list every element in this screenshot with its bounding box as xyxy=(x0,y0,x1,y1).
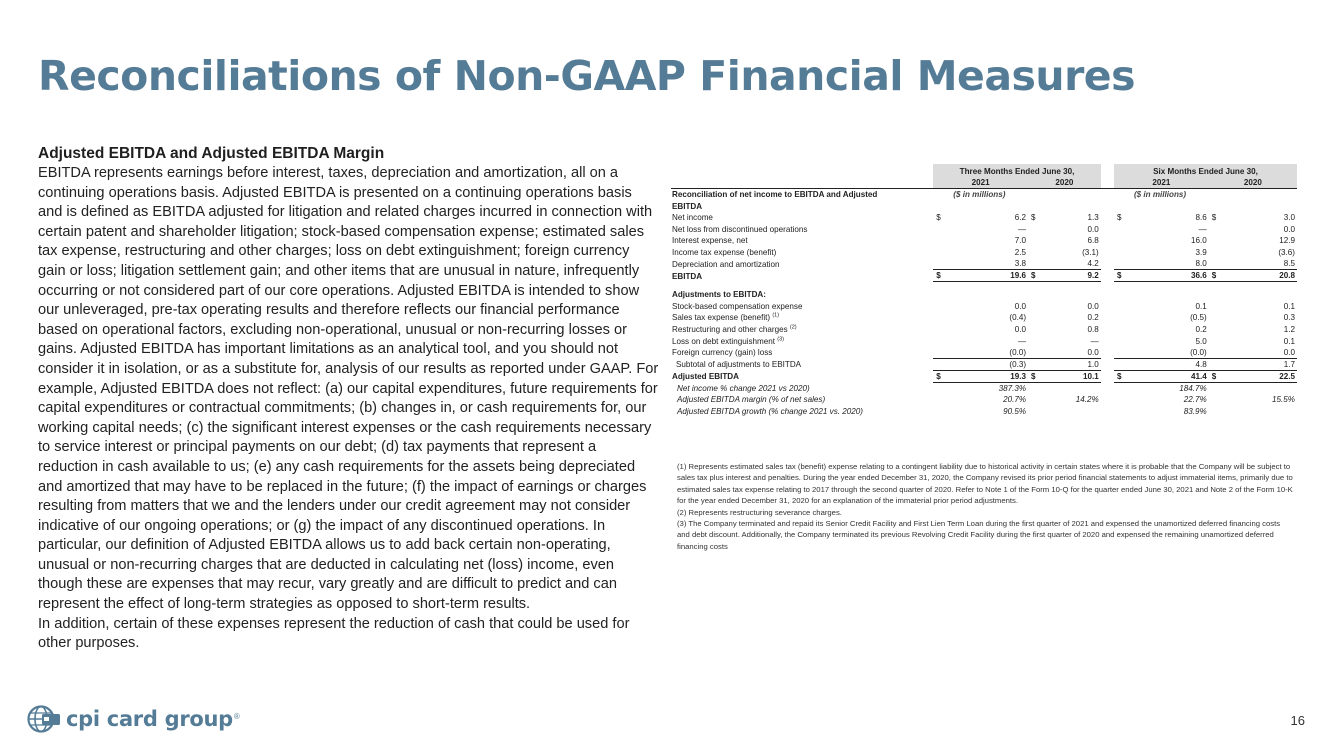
table-row xyxy=(671,235,1297,247)
adjusted-ebitda-row xyxy=(671,370,1297,382)
row-label: Loss on debt extinguishment $^{(3)}$ xyxy=(672,335,785,346)
gap-cell xyxy=(1101,370,1114,382)
empty-cell xyxy=(1224,200,1297,212)
value-cell: 4.2 xyxy=(1087,259,1099,269)
value-cell: 6.8 xyxy=(1087,236,1099,246)
row-label: Interest expense, net xyxy=(672,236,748,246)
section-reconciliation-header-2 xyxy=(671,200,1297,212)
footnote-1: (1) Represents estimated sales tax (benefit) expense relating to a contingent liability due to historical activity in certain states where it is probable that the Company will be subject to sales tax plus interest and penalties. During the year ended December 31, 2020, the Company revised its prior period financial statements to adjust immaterial items, primarily due to estimated sales tax expense relating to 2017 through the second quarter of 2020. Refer to Note 1 of the Form 10-Q for the quarter ended June 30, 2021 and Note 2 of the Form 10-K for the year ended December 31, 2020 for an explanation of the immaterial prior period adjustments. xyxy=(677,462,1293,506)
table-row xyxy=(671,300,1297,312)
header-gap xyxy=(1101,177,1114,189)
empty-cell xyxy=(933,289,948,301)
dollar-sign xyxy=(1114,223,1129,235)
empty-cell xyxy=(949,282,1028,289)
value-cell: 0.0 xyxy=(1283,347,1295,357)
dollar-sign xyxy=(1028,382,1043,394)
gap-cell xyxy=(1101,394,1114,406)
row-label: Adjusted EBITDA margin (% of net sales) xyxy=(677,395,826,405)
value-cell: 22.7% xyxy=(1183,395,1207,405)
subtotal-row xyxy=(671,358,1297,370)
dollar-sign xyxy=(1114,323,1129,335)
dollar-sign xyxy=(933,300,948,312)
logo-registered-mark: ® xyxy=(233,711,240,721)
dollar-sign: $ xyxy=(1031,213,1036,223)
dollar-sign: $ xyxy=(1114,370,1129,382)
section-heading: Adjusted EBITDA and Adjusted EBITDA Margin xyxy=(38,145,385,162)
description-paragraph-2: In addition, certain of these expenses represent the reduction of cash that could be used for other purposes. xyxy=(38,615,630,652)
section-label: Adjustments to EBITDA: xyxy=(672,290,766,300)
ebitda-row xyxy=(671,270,1297,282)
gap-cell xyxy=(1101,300,1114,312)
dollar-sign xyxy=(933,347,948,359)
dollar-sign xyxy=(1209,246,1224,258)
dollar-sign xyxy=(933,394,948,406)
dollar-sign xyxy=(1114,300,1129,312)
value-cell: 3.8 xyxy=(1014,259,1027,269)
empty-cell xyxy=(1101,200,1114,212)
empty-cell xyxy=(933,282,948,289)
row-label: Income tax expense (benefit) xyxy=(672,248,777,258)
dollar-sign: $ xyxy=(933,270,948,282)
footnote-ref: (1) xyxy=(772,312,780,319)
empty-cell xyxy=(1129,200,1208,212)
table-row xyxy=(671,312,1297,324)
table-row xyxy=(671,212,1297,224)
empty-cell xyxy=(671,282,933,289)
footnote-2: (2) Represents restructuring severance charges. xyxy=(677,507,842,517)
value-cell: (3.6) xyxy=(1278,248,1295,258)
value-cell: 0.0 xyxy=(1087,224,1099,234)
value-cell xyxy=(1224,405,1297,417)
header-blank xyxy=(671,177,933,189)
empty-cell xyxy=(933,200,948,212)
dollar-sign xyxy=(1028,394,1043,406)
row-label: EBITDA xyxy=(672,271,703,281)
dollar-sign: $ xyxy=(1209,370,1224,382)
empty-cell xyxy=(1209,289,1224,301)
table-row xyxy=(671,335,1297,347)
metric-row xyxy=(671,394,1297,406)
gap-cell xyxy=(1101,347,1114,359)
value-cell: 0.0 xyxy=(1087,301,1099,311)
metric-row xyxy=(671,405,1297,417)
value-cell: 0.0 xyxy=(1087,347,1099,357)
gap-cell xyxy=(1101,246,1114,258)
dollar-sign xyxy=(1209,358,1224,370)
gap-cell xyxy=(1101,189,1114,201)
header-blank xyxy=(671,164,933,177)
dollar-sign: $ xyxy=(1028,370,1043,382)
description-section xyxy=(38,144,660,654)
value-cell: 36.6 xyxy=(1129,270,1208,282)
dollar-sign xyxy=(1028,335,1043,347)
dollar-sign xyxy=(1114,258,1129,270)
logo-text: cpi card group xyxy=(66,707,233,731)
value-cell: — xyxy=(1198,224,1207,234)
value-cell: 20.8 xyxy=(1224,270,1297,282)
empty-cell xyxy=(1209,200,1224,212)
metric-row xyxy=(671,382,1297,394)
dollar-sign xyxy=(933,235,948,247)
dollar-sign xyxy=(1114,335,1129,347)
value-cell: 0.1 xyxy=(1195,301,1207,311)
dollar-sign xyxy=(1028,358,1043,370)
value-cell: 4.8 xyxy=(1129,358,1208,370)
value-cell: 90.5% xyxy=(1003,407,1027,416)
value-cell: — xyxy=(1017,224,1027,234)
table-row xyxy=(671,347,1297,359)
empty-cell xyxy=(1224,282,1297,289)
gap-cell xyxy=(1101,323,1114,335)
row-label: Restructuring and other charges $^{(2)}$ xyxy=(672,324,797,335)
dollar-sign: $ xyxy=(1211,213,1217,223)
value-cell: 8.5 xyxy=(1283,259,1295,269)
dollar-sign: $ xyxy=(933,370,948,382)
dollar-sign xyxy=(1114,347,1129,359)
units-label: ($ in millions) xyxy=(953,190,1006,200)
empty-cell xyxy=(1028,200,1043,212)
gap-cell xyxy=(1101,382,1114,394)
header-three-months: Three Months Ended June 30, xyxy=(933,164,1100,177)
header-year: 2021 xyxy=(933,177,1028,189)
row-label: Net loss from discontinued operations xyxy=(672,224,808,234)
empty-cell xyxy=(1114,289,1129,301)
dollar-sign: $ xyxy=(1114,270,1129,282)
dollar-sign: $ xyxy=(1028,270,1043,282)
row-label: Net income xyxy=(672,213,713,223)
value-cell: 5.0 xyxy=(1195,336,1207,346)
section-reconciliation-header xyxy=(671,189,1297,201)
value-cell: (0.4) xyxy=(1009,313,1027,323)
page-title: Reconciliations of Non-GAAP Financial Measures xyxy=(38,52,1136,100)
dollar-sign: $ xyxy=(1209,270,1224,282)
dollar-sign xyxy=(1114,382,1129,394)
value-cell: 1.0 xyxy=(1043,358,1100,370)
value-cell: 0.8 xyxy=(1087,325,1099,335)
header-year: 2020 xyxy=(1028,177,1101,189)
table-row xyxy=(671,246,1297,258)
empty-cell xyxy=(1101,289,1114,301)
value-cell: 9.2 xyxy=(1043,270,1100,282)
dollar-sign xyxy=(1114,358,1129,370)
dollar-sign xyxy=(1209,382,1224,394)
empty-cell xyxy=(1129,289,1208,301)
empty-cell xyxy=(1114,282,1129,289)
value-cell: 1.2 xyxy=(1283,325,1295,335)
card-globe-icon xyxy=(27,705,61,733)
reconciliation-table-container xyxy=(671,164,1297,417)
row-label: Sales tax expense (benefit) $^{(1)}$ xyxy=(672,312,780,323)
dollar-sign xyxy=(1209,258,1224,270)
empty-cell xyxy=(1114,200,1129,212)
value-cell: (0.3) xyxy=(949,358,1028,370)
dollar-sign xyxy=(1028,223,1043,235)
row-label: Adjusted EBITDA growth (% change 2021 vs. 2020) xyxy=(677,407,863,416)
empty-cell xyxy=(1028,282,1043,289)
units-label: ($ in millions) xyxy=(1133,190,1187,200)
value-cell xyxy=(1224,382,1297,394)
dollar-sign xyxy=(933,312,948,324)
value-cell: 0.1 xyxy=(1283,336,1295,346)
row-label: Stock-based compensation expense xyxy=(672,301,803,311)
dollar-sign xyxy=(933,358,948,370)
gap-cell xyxy=(1101,405,1114,417)
value-cell: 1.3 xyxy=(1087,213,1099,223)
value-cell xyxy=(1043,382,1100,394)
reconciliation-table xyxy=(671,164,1297,417)
dollar-sign xyxy=(1209,405,1224,417)
dollar-sign xyxy=(1028,258,1043,270)
value-cell: 15.5% xyxy=(1272,395,1295,405)
value-cell: 12.9 xyxy=(1279,236,1295,246)
header-year: 2020 xyxy=(1209,177,1297,189)
value-cell: (0.0) xyxy=(1009,347,1027,357)
footnotes xyxy=(677,461,1294,552)
footnote-3: (3) The Company terminated and repaid its Senior Credit Facility and First Lien Term Loan during the first quarter of 2021 and expensed the unamortized deferred financing costs and debt discount. Additionally, the Company terminated its previous Revolving Credit Facility during the first quarter of 2020 and expensed the remaining unamortized deferred financing costs xyxy=(677,519,1281,551)
value-cell: 184.7% xyxy=(1179,383,1207,393)
empty-cell xyxy=(1101,282,1114,289)
gap-cell xyxy=(1101,212,1114,224)
empty-cell xyxy=(1043,289,1100,301)
dollar-sign: $ xyxy=(936,213,941,223)
dollar-sign xyxy=(1028,235,1043,247)
empty-cell xyxy=(1129,282,1208,289)
row-label: Foreign currency (gain) loss xyxy=(672,348,773,358)
empty-cell xyxy=(949,200,1028,212)
dollar-sign xyxy=(933,223,948,235)
gap-cell xyxy=(1101,270,1114,282)
empty-cell xyxy=(1028,289,1043,301)
value-cell: 0.0 xyxy=(1014,301,1027,311)
page-number: 16 xyxy=(1290,713,1305,728)
value-cell: 16.0 xyxy=(1190,236,1207,246)
value-cell: 0.1 xyxy=(1283,301,1295,311)
gap-cell xyxy=(1101,312,1114,324)
footnote-ref: (2) xyxy=(789,324,797,331)
value-cell: 0.3 xyxy=(1283,313,1295,323)
dollar-sign xyxy=(1209,223,1224,235)
dollar-sign xyxy=(1114,405,1129,417)
value-cell: 19.6 xyxy=(949,270,1028,282)
gap-cell xyxy=(1101,235,1114,247)
value-cell xyxy=(1043,405,1100,417)
gap-cell xyxy=(1101,335,1114,347)
value-cell: 20.7% xyxy=(1003,395,1027,405)
dollar-sign xyxy=(1114,235,1129,247)
table-header-years xyxy=(671,177,1297,189)
dollar-sign xyxy=(1114,246,1129,258)
gap-cell xyxy=(1101,358,1114,370)
gap-cell xyxy=(1101,258,1114,270)
empty-cell xyxy=(949,289,1028,301)
table-row xyxy=(671,223,1297,235)
value-cell: 0.2 xyxy=(1195,325,1207,335)
header-six-months: Six Months Ended June 30, xyxy=(1114,164,1297,177)
table-row xyxy=(671,323,1297,335)
value-cell: 6.2 xyxy=(1014,213,1027,223)
value-cell: 10.1 xyxy=(1043,370,1100,382)
value-cell: 83.9% xyxy=(1183,407,1207,416)
value-cell: 41.4 xyxy=(1129,370,1208,382)
dollar-sign xyxy=(933,382,948,394)
dollar-sign xyxy=(1209,335,1224,347)
value-cell: 0.0 xyxy=(1014,325,1027,335)
dollar-sign xyxy=(1028,300,1043,312)
row-label: Subtotal of adjustments to EBITDA xyxy=(676,360,802,370)
value-cell: — xyxy=(1090,336,1099,346)
value-cell: 0.0 xyxy=(1283,224,1295,234)
value-cell: 1.7 xyxy=(1224,358,1297,370)
dollar-sign xyxy=(1028,312,1043,324)
footnote-ref: (3) xyxy=(777,335,785,342)
gap-cell xyxy=(1101,223,1114,235)
dollar-sign xyxy=(1028,347,1043,359)
empty-cell xyxy=(1043,200,1100,212)
dollar-sign xyxy=(933,246,948,258)
value-cell: 8.6 xyxy=(1195,213,1207,223)
value-cell: 8.0 xyxy=(1195,259,1207,269)
value-cell: 2.5 xyxy=(1014,248,1027,258)
value-cell: 7.0 xyxy=(1014,236,1027,246)
row-label: Depreciation and amortization xyxy=(672,259,780,269)
dollar-sign: $ xyxy=(1116,213,1122,223)
dollar-sign xyxy=(1028,323,1043,335)
dollar-sign xyxy=(1209,323,1224,335)
value-cell: 22.5 xyxy=(1224,370,1297,382)
value-cell: (0.5) xyxy=(1190,313,1207,323)
description-paragraph: EBITDA represents earnings before interest, taxes, depreciation and amortization, all on a continuing operations basis. Adjusted EBITDA is presented on a continuing operations basis and is defined as EBITDA adjusted for litigation and related charges incurred in connection with certain patent and shareholder litigation; stock-based compensation expense; estimated sales tax expense, restructuring and other charges; loss on debt extinguishment; foreign currency gain or loss; litigation settlement gain; and other items that are unusual in nature, infrequently occurring or not considered part of our core operations. Adjusted EBITDA is intended to show our unleveraged, pre-tax operating results and therefore reflects our financial performance based on operational factors, excluding non-operational, unusual or non-recurring losses or gains. Adjusted EBITDA has important limitations as an analytical tool, and you should not consider it in isolation, or as a substitute for, analysis of our results as reported under GAAP. For example, Adjusted EBITDA does not reflect: (a) our capital expenditures, future requirements for capital expenditures or contractual commitments; (b) changes in, or cash requirements for, our working capital needs; (c) the significant interest expenses or the cash requirements necessary to service interest or principal payments on our debt; (d) tax payments that represent a reduction in cash available to us; (e) any cash requirements for the assets being depreciated and amortized that may have to be replaced in the future; (f) the impact of earnings or charges resulting from matters that we and the lenders under our credit agreement may not consider indicative of our ongoing operations; or (g) the impact of any discontinued operations. In particular, our definition of Adjusted EBITDA allows us to add back certain non-operating, unusual or non-recurring charges that are deducted in calculating net (loss) income, even though these are expenses that may recur, vary greatly and are difficult to predict and can represent the effect of long-term strategies as opposed to short-term results. xyxy=(38,165,659,613)
dollar-sign xyxy=(1028,246,1043,258)
section-label: Reconciliation of net income to EBITDA and Adjusted xyxy=(672,190,878,200)
dollar-sign xyxy=(933,405,948,417)
dollar-sign xyxy=(933,258,948,270)
value-cell: 19.3 xyxy=(949,370,1028,382)
value-cell: 14.2% xyxy=(1075,395,1099,405)
value-cell: (3.1) xyxy=(1082,248,1099,258)
value-cell: 3.0 xyxy=(1283,213,1295,223)
company-logo xyxy=(27,705,240,733)
value-cell: — xyxy=(1017,336,1027,346)
dollar-sign xyxy=(1209,235,1224,247)
table-header-periods xyxy=(671,164,1297,177)
empty-cell xyxy=(1209,282,1224,289)
value-cell: (0.0) xyxy=(1190,347,1207,357)
header-year: 2021 xyxy=(1114,177,1209,189)
dollar-sign xyxy=(1114,312,1129,324)
dollar-sign xyxy=(1209,394,1224,406)
value-cell: 387.3% xyxy=(998,383,1027,393)
section-adjustments-header xyxy=(671,289,1297,301)
dollar-sign xyxy=(1209,300,1224,312)
section-label: EBITDA xyxy=(672,201,703,211)
value-cell: 3.9 xyxy=(1195,248,1207,258)
empty-cell xyxy=(1043,282,1100,289)
row-label: Net income % change 2021 vs 2020) xyxy=(677,383,810,393)
dollar-sign xyxy=(1114,394,1129,406)
spacer-row xyxy=(671,282,1297,289)
value-cell: 0.2 xyxy=(1087,313,1099,323)
table-row xyxy=(671,258,1297,270)
dollar-sign xyxy=(933,335,948,347)
row-label: Adjusted EBITDA xyxy=(672,372,739,382)
dollar-sign xyxy=(1209,347,1224,359)
dollar-sign xyxy=(1028,405,1043,417)
header-gap xyxy=(1101,164,1114,177)
empty-cell xyxy=(1224,289,1297,301)
dollar-sign xyxy=(1209,312,1224,324)
dollar-sign xyxy=(933,323,948,335)
